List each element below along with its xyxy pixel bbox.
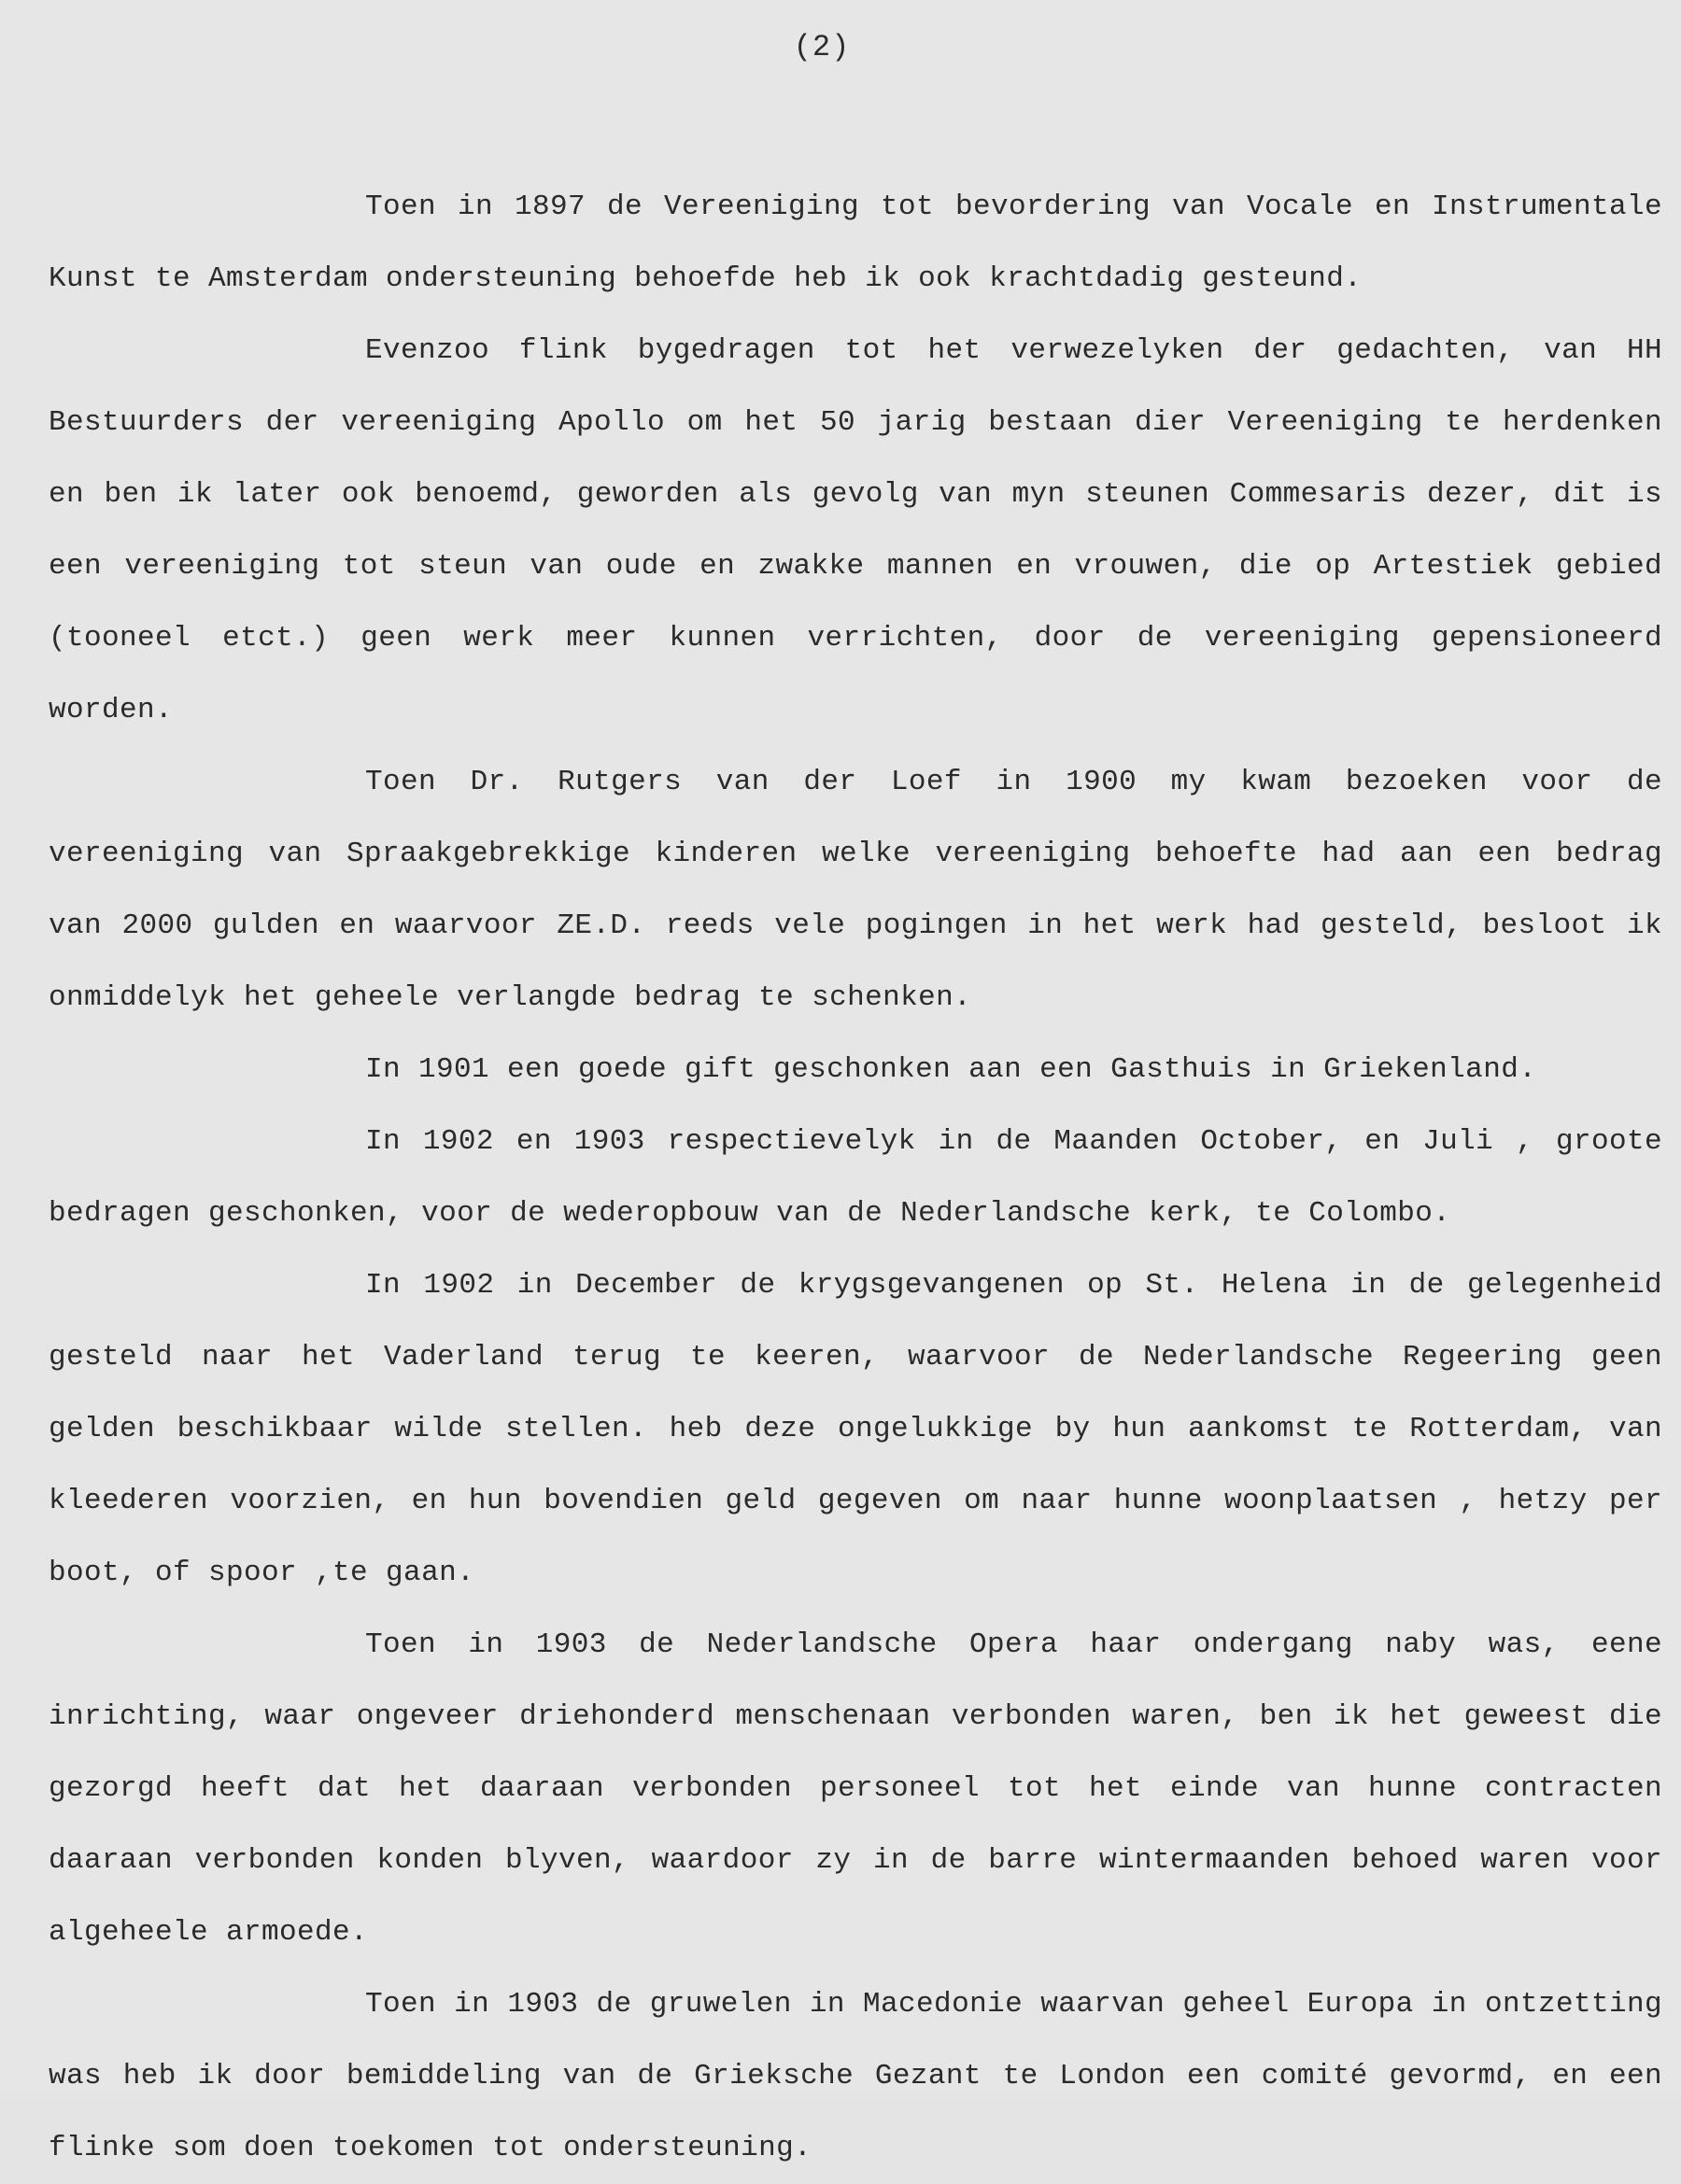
page-number: (2) [793,30,851,64]
paragraph-1897-vereeniging: Toen in 1897 de Vereeniging tot bevordering van Vocale en Instrumentale Kunst te Amsterdam ondersteuning behoefde heb ik ook krachtdadig gesteund. [49,190,1662,295]
paragraph-apollo: Evenzoo flink bygedragen tot het verwezelyken der gedachten, van HH Bestuurders der vereeniging Apollo om het 50 jarig bestaan dier Vereeniging te herdenken en ben ik later ook benoemd, geworden als gevolg van myn steunen Commesaris dezer, dit is een vereeniging tot steun van oude en zwakke mannen en vrouwen, die op Artestiek gebied (tooneel etct.) geen werk meer kunnen verrichten, door de vereeniging gepensioneerd worden. [49,334,1662,726]
paragraph-1903-macedonie: Toen in 1903 de gruwelen in Macedonie waarvan geheel Europa in ontzetting was heb ik door bemiddeling van de Grieksche Gezant te London een comité gevormd, en een flinke som doen toekomen tot ondersteuning. [49,1988,1662,2164]
paragraph-1901-griekenland: In 1901 een goede gift geschonken aan een Gasthuis in Griekenland. [365,1053,1537,1086]
typed-letter-body [49,171,1662,2184]
paragraph-1903-opera: Toen in 1903 de Nederlandsche Opera haar ondergang naby was, eene inrichting, waar ongeveer driehonderd menschenaan verbonden waren, ben ik het geweest die gezorgd heeft dat het daaraan verbonden personeel tot het einde van hunne contracten daaraan verbonden konden blyven, waardoor zy in de barre wintermaanden behoed waren voor algeheele armoede. [49,1628,1662,1949]
paragraph-1900-spraakgebrekkige: Toen Dr. Rutgers van der Loef in 1900 my kwam bezoeken voor de vereeniging van Spraakgebrekkige kinderen welke vereeniging behoefte had aan een bedrag van 2000 gulden en waarvoor ZE.D. reeds vele pogingen in het werk had gesteld, besloot ik onmiddelyk het geheele verlangde bedrag te schenken. [49,766,1662,1014]
paragraph-1902-colombo: In 1902 en 1903 respectievelyk in de Maanden October, en Juli , groote bedragen geschonken, voor de wederopbouw van de Nederlandsche kerk, te Colombo. [49,1125,1662,1230]
paragraph-1902-st-helena: In 1902 in December de krygsgevangenen op St. Helena in de gelegenheid gesteld naar het Vaderland terug te keeren, waarvoor de Nederlandsche Regeering geen gelden beschikbaar wilde stellen. heb deze ongelukkige by hun aankomst te Rotterdam, van kleederen voorzien, en hun bovendien geld gegeven om naar hunne woonplaatsen , hetzy per boot, of spoor ,te gaan. [49,1269,1662,1589]
